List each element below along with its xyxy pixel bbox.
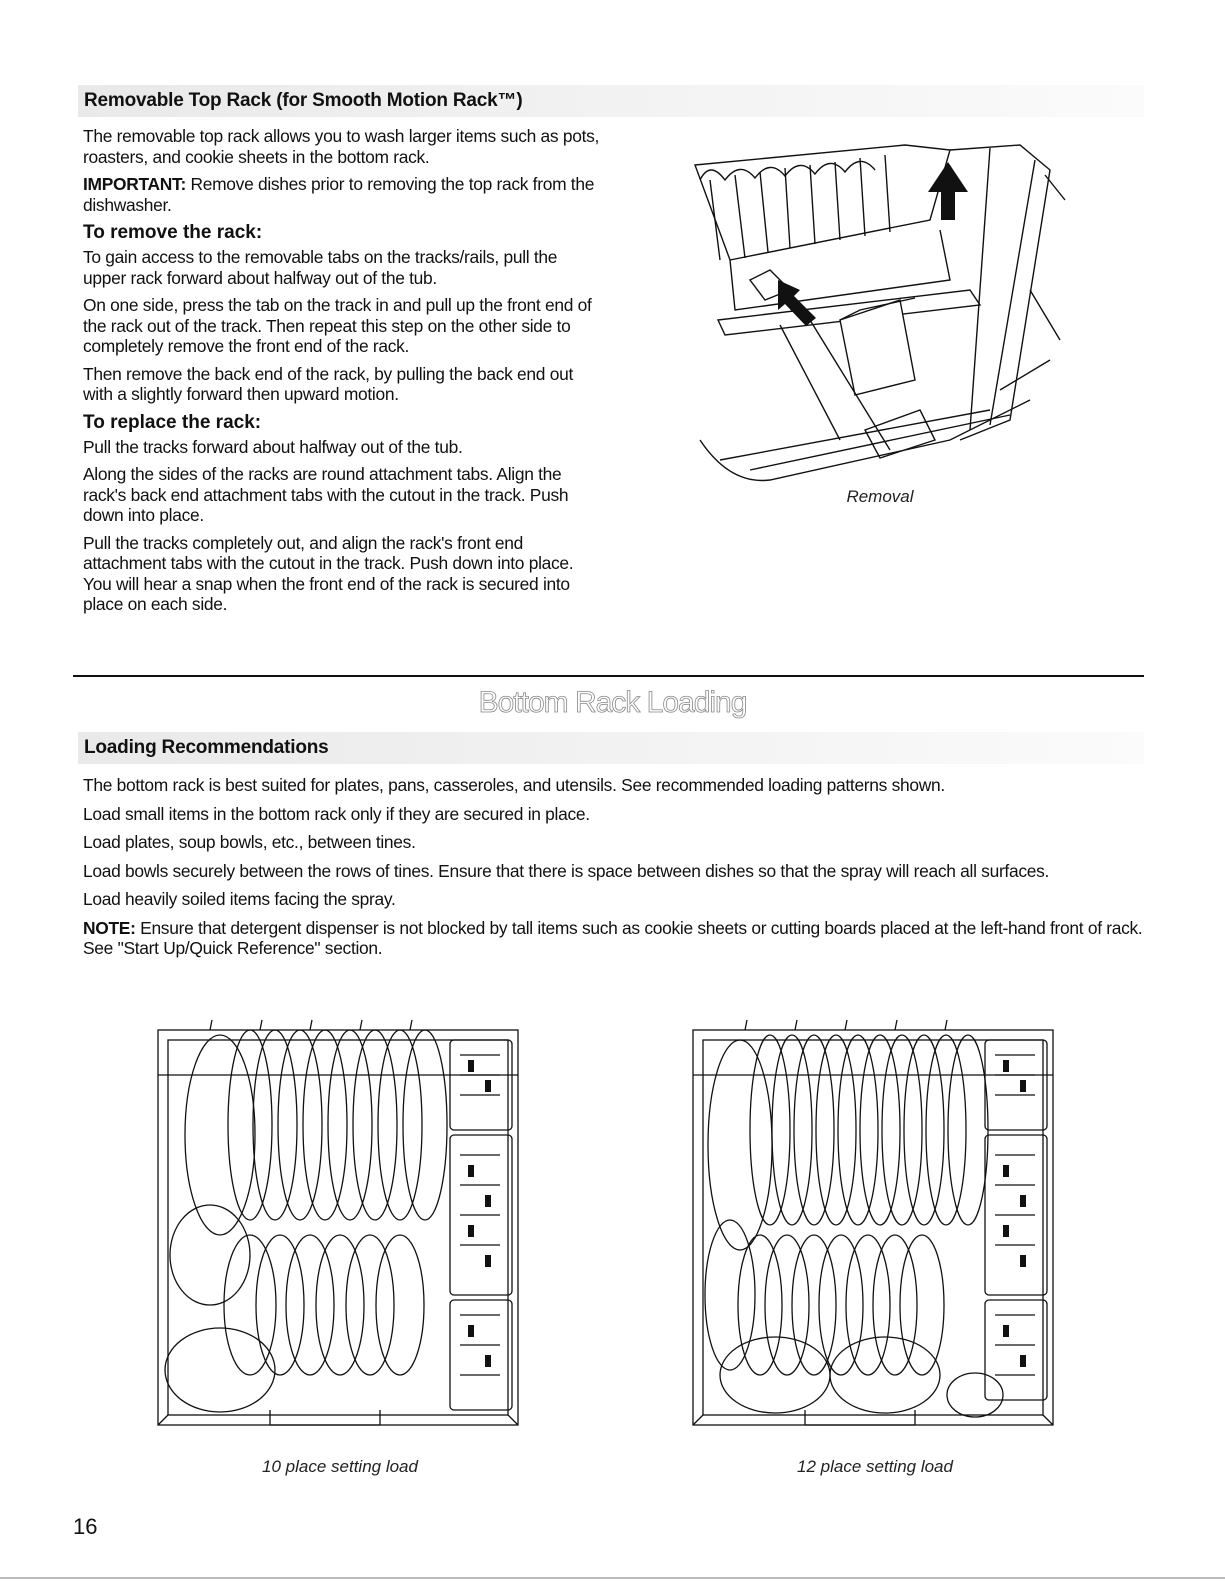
rack-12-place-setting-illustration <box>685 1015 1065 1440</box>
caption-10-place-setting: 10 place setting load <box>262 1457 418 1476</box>
bottom-rack-loading-title: Bottom Rack Loading <box>478 686 747 719</box>
remove-step: Then remove the back end of the rack, by pulling the back end out with a slightly forward then upward motion. <box>83 363 573 404</box>
important-paragraph <box>83 174 603 215</box>
bottom-edge-line <box>0 1577 1225 1579</box>
caption-12-place-setting: 12 place setting load <box>797 1457 953 1476</box>
top-rack-instructions <box>83 126 603 622</box>
recommendation-paragraph: Load small items in the bottom rack only if they are secured in place. <box>83 803 590 824</box>
loading-recommendations-text <box>83 775 1143 967</box>
note-text: Ensure that detergent dispenser is not blocked by tall items such as cookie sheets or cutting boards placed at the left-hand front of rack. See "Start Up/Quick Reference" section. <box>83 917 1143 958</box>
important-label: IMPORTANT: <box>83 174 186 194</box>
replace-step: Pull the tracks forward about halfway out of the tub. <box>83 436 463 457</box>
recommendation-paragraph: Load plates, soup bowls, etc., between tines. <box>83 832 416 852</box>
rack-removal-illustration <box>690 140 1070 498</box>
section-divider <box>73 675 1144 677</box>
replace-step: Along the sides of the racks are round attachment tabs. Align the rack's back end attachment tabs with the cutout in the track. Push down into place. <box>83 464 569 525</box>
section-heading-removable-top-rack <box>78 85 1144 117</box>
remove-rack-heading: To remove the rack: <box>83 222 263 243</box>
note-paragraph <box>83 918 1143 959</box>
rack-10-place-setting-illustration <box>150 1015 530 1440</box>
intro-paragraph: The removable top rack allows you to wash larger items such as pots, roasters, and cookie sheets in the bottom rack. <box>83 126 600 167</box>
replace-rack-heading: To replace the rack: <box>83 411 262 433</box>
remove-step: On one side, press the tab on the track in and pull up the front end of the rack out of the track. Then repeat this step on the other side to completely remove the front end of the rack. <box>83 295 592 356</box>
removal-caption: Removal <box>846 487 914 506</box>
section-heading-text: Loading Recommendations <box>84 737 329 758</box>
recommendation-paragraph: The bottom rack is best suited for plates, pans, casseroles, and utensils. See recommended loading patterns shown. <box>83 775 945 795</box>
section-heading-text: Removable Top Rack (for Smooth Motion Rack™) <box>84 90 523 111</box>
remove-step: To gain access to the removable tabs on the tracks/rails, pull the upper rack forward about halfway out of the tub. <box>83 247 558 288</box>
section-heading-loading-recommendations <box>78 732 1144 764</box>
recommendation-paragraph: Load heavily soiled items facing the spray. <box>83 889 396 909</box>
page-number: 16 <box>73 1514 98 1539</box>
replace-step: Pull the tracks completely out, and align the rack's front end attachment tabs with the cutout in the track. Push down into place. You will hear a snap when the front end of the rack is secured into place on each side. <box>83 532 574 614</box>
important-text: Remove dishes prior to removing the top rack from the dishwasher. <box>83 174 595 215</box>
note-label: NOTE: <box>83 917 136 938</box>
recommendation-paragraph: Load bowls securely between the rows of tines. Ensure that there is space between dishes so that the spray will reach all surfaces. <box>83 860 1050 881</box>
